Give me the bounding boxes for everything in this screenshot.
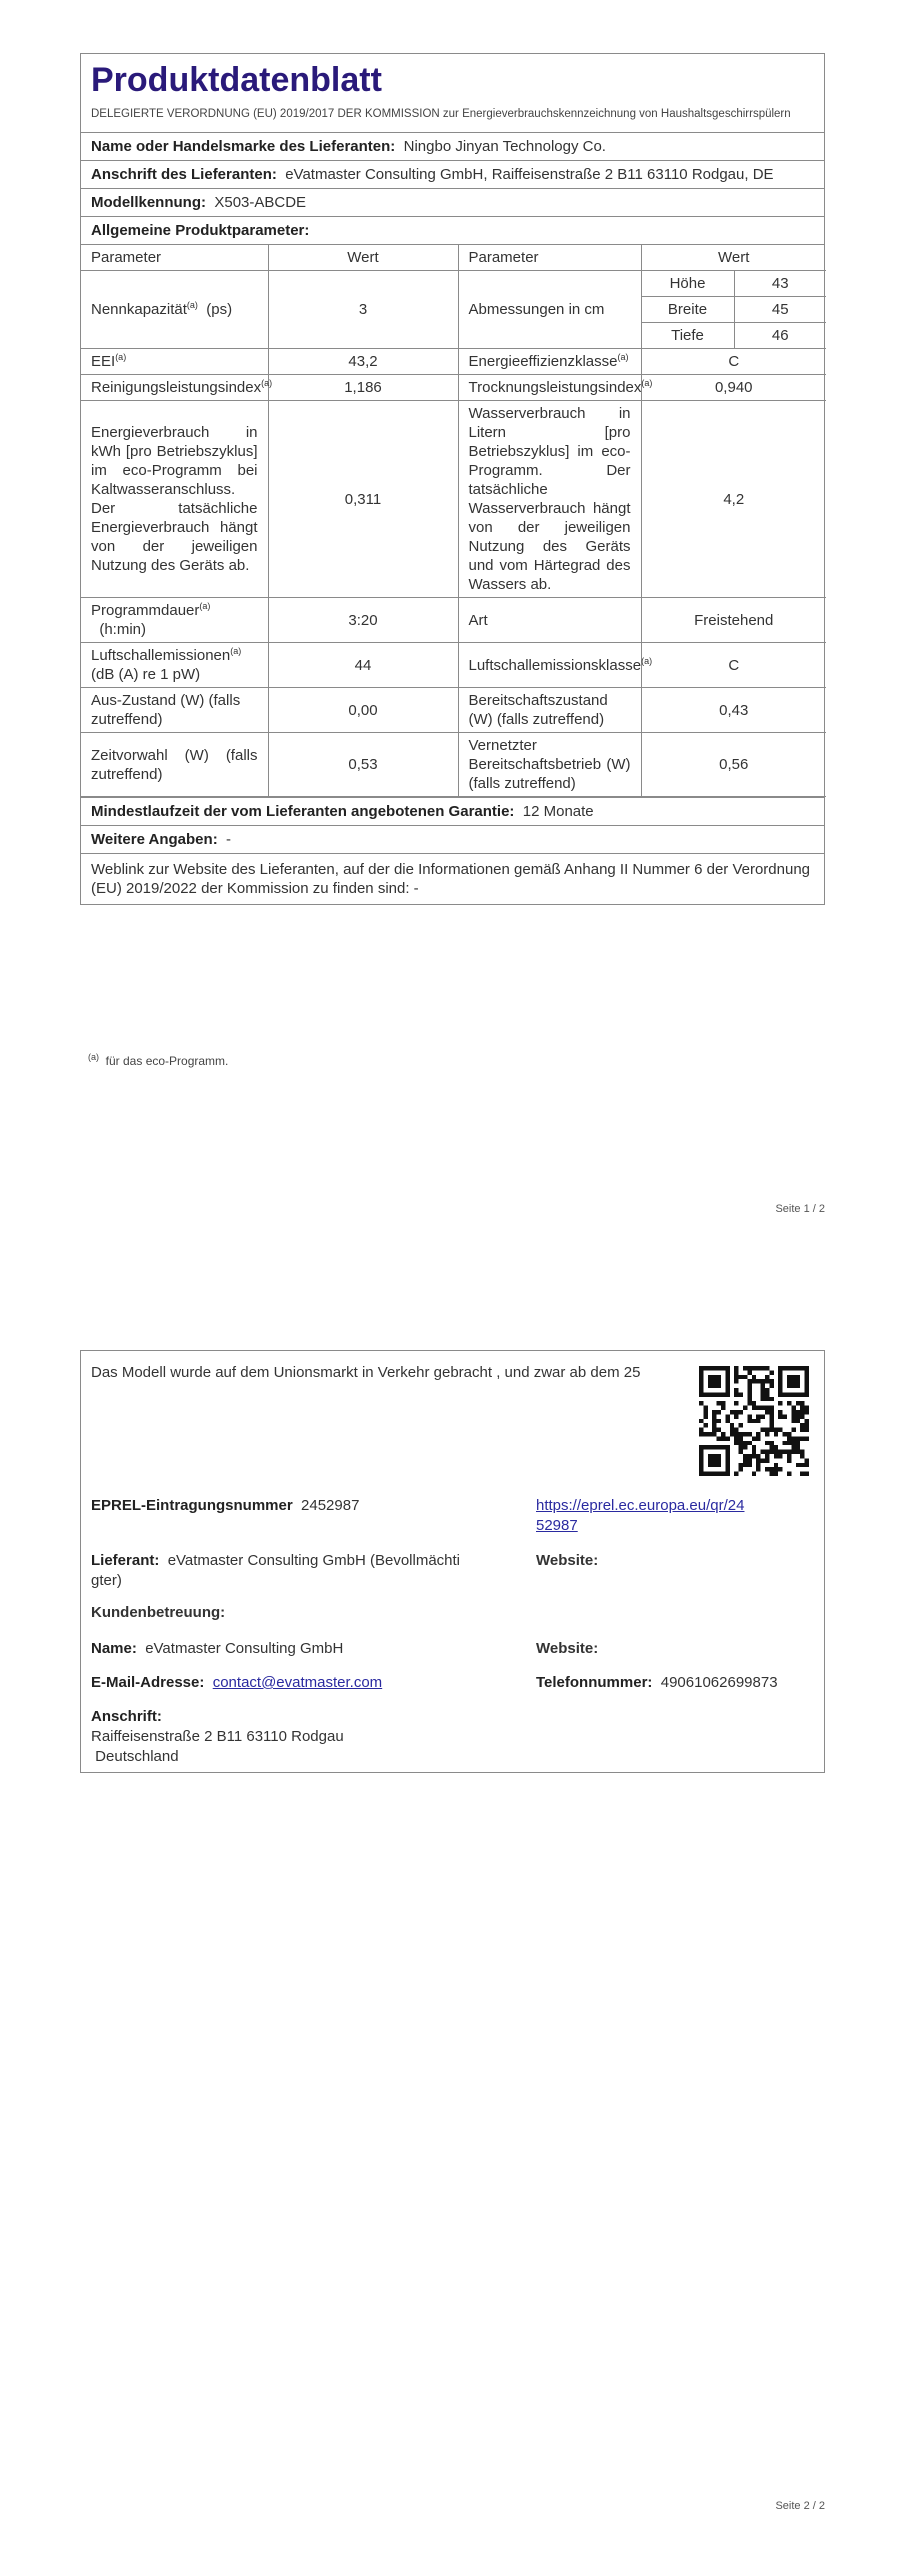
supplier-label: Lieferant: <box>91 1552 160 1569</box>
address-line-2: Deutschland <box>95 1748 179 1765</box>
delay-start-value: 0,53 <box>268 733 458 797</box>
eprel-link[interactable] <box>536 1496 744 1536</box>
customer-support-label: Kundenbetreuung: <box>91 1604 226 1621</box>
support-phone <box>536 1673 778 1693</box>
phone-value: 49061062699873 <box>660 1674 778 1691</box>
warranty-value: 12 Monate <box>522 803 594 820</box>
product-data-sheet <box>80 53 825 905</box>
model-row <box>81 189 824 217</box>
table-header-row <box>81 245 826 271</box>
header-parameter-2: Parameter <box>458 245 641 271</box>
capacity-label: Nennkapazität$^{(a)}$ (ps) <box>81 271 268 349</box>
cleaning-index-label: Reinigungsleistungsindex$^{(a)}$ <box>81 375 268 401</box>
address-line-1: Raiffeisenstraße 2 B11 63110 Rodgau <box>91 1728 344 1745</box>
networked-standby-value: 0,56 <box>641 733 826 797</box>
page-number-2: Seite 2 / 2 <box>775 2500 825 2512</box>
eprel-info-sheet <box>80 1350 825 1773</box>
address-row <box>81 161 824 189</box>
address-label: Anschrift des Lieferanten: <box>91 166 277 183</box>
header-wert: Wert <box>268 245 458 271</box>
header-parameter: Parameter <box>81 245 268 271</box>
noise-label: Luftschallemissionen$^{(a)}$ (dB (A) re 1 pW) <box>81 643 268 688</box>
water-consumption-label: Wasserverbrauch in Litern [pro Betriebszyklus] im eco-Programm. Der tatsächliche Wasserverbrauch hängt von der jeweiligen Nutzung des Geräts und vom Härtegrad des Wassers ab. <box>458 401 641 598</box>
page-title: Produktdatenblatt <box>91 61 382 99</box>
warranty-row <box>81 798 824 826</box>
qr-code-icon <box>699 1366 809 1476</box>
program-duration-value: 3:20 <box>268 598 458 643</box>
market-date-text: Das Modell wurde auf dem Unionsmarkt in Verkehr gebracht , und zwar ab dem 25 <box>91 1364 641 1381</box>
footnote <box>88 1054 228 1068</box>
header-section <box>81 54 824 133</box>
header-wert-2: Wert <box>641 245 826 271</box>
off-mode-value: 0,00 <box>268 688 458 733</box>
height-label: Höhe <box>641 271 734 297</box>
type-value: Freistehend <box>641 598 826 643</box>
eprel-link-line2[interactable]: 52987 <box>536 1517 578 1534</box>
capacity-value: 3 <box>268 271 458 349</box>
eei-value: 43,2 <box>268 349 458 375</box>
drying-index-value: 0,940 <box>641 375 826 401</box>
more-info-label: Weitere Angaben: <box>91 831 218 848</box>
energy-consumption-label: Energieverbrauch in kWh [pro Betriebszyklus] im eco-Programm bei Kaltwasseranschluss. Der tatsächliche Energieverbrauch hängt von der jeweiligen Nutzung des Geräts ab. <box>81 401 268 598</box>
weblink-text: Weblink zur Website des Lieferanten, auf der die Informationen gemäß Anhang II Nummer 6 der Verordnung (EU) 2019/2022 der Kommission zu finden sind: - <box>91 861 811 897</box>
standby-value: 0,43 <box>641 688 826 733</box>
eprel-value: 2452987 <box>301 1497 360 1514</box>
off-mode-label: Aus-Zustand (W) (falls zutreffend) <box>81 688 268 733</box>
support-website-label: Website: <box>536 1640 599 1657</box>
support-email <box>91 1673 382 1693</box>
cleaning-index-value: 1,186 <box>268 375 458 401</box>
support-name-value: eVatmaster Consulting GmbH <box>145 1640 344 1657</box>
energy-class-label: Energieeffizienzklasse$^{(a)}$ <box>458 349 641 375</box>
supplier-website-label: Website: <box>536 1552 599 1569</box>
standby-label: Bereitschaftszustand (W) (falls zutreffend) <box>458 688 641 733</box>
networked-standby-label: Vernetzter Bereitschaftsbetrieb (W) (falls zutreffend) <box>458 733 641 797</box>
noise-value: 44 <box>268 643 458 688</box>
table-row <box>81 401 826 598</box>
general-params-row <box>81 217 824 245</box>
table-row <box>81 598 826 643</box>
eprel-label: EPREL-Eintragungsnummer <box>91 1497 293 1514</box>
phone-label: Telefonnummer: <box>536 1674 653 1691</box>
general-params-label: Allgemeine Produktparameter: <box>91 222 310 239</box>
table-row <box>81 375 826 401</box>
table-row <box>81 643 826 688</box>
table-row <box>81 688 826 733</box>
supplier-label: Name oder Handelsmarke des Lieferanten: <box>91 138 396 155</box>
weblink-row <box>81 854 824 904</box>
support-address <box>91 1707 344 1767</box>
supplier-value: eVatmaster Consulting GmbH (Bevollmächti <box>167 1552 461 1569</box>
table-row <box>81 733 826 797</box>
width-label: Breite <box>641 297 734 323</box>
depth-label: Tiefe <box>641 323 734 349</box>
eprel-number <box>91 1496 359 1516</box>
type-label: Art <box>458 598 641 643</box>
params-table-wrap <box>81 245 824 798</box>
table-row <box>81 271 826 297</box>
email-link[interactable]: contact@evatmaster.com <box>212 1674 383 1691</box>
depth-value: 46 <box>734 323 826 349</box>
more-info-value: - <box>226 831 232 848</box>
support-name-label: Name: <box>91 1640 137 1657</box>
footnote-text: für das eco-Programm. <box>105 1054 229 1068</box>
energy-class-value: C <box>641 349 826 375</box>
width-value: 45 <box>734 297 826 323</box>
table-row <box>81 349 826 375</box>
delay-start-label: Zeitvorwahl (W) (falls zutreffend) <box>81 733 268 797</box>
footnote-marker: (a) <box>88 1052 99 1062</box>
height-value: 43 <box>734 271 826 297</box>
address-label: Anschrift: <box>91 1708 162 1725</box>
noise-class-label: Luftschallemissionsklasse$^{(a)}$ <box>458 643 641 688</box>
support-name <box>91 1639 343 1659</box>
eei-label: EEI$^{(a)}$ <box>81 349 268 375</box>
email-label: E-Mail-Adresse: <box>91 1674 205 1691</box>
model-value: X503-ABCDE <box>214 194 307 211</box>
supplier-info <box>91 1551 511 1591</box>
parameter-table <box>81 245 826 797</box>
model-label: Modellkennung: <box>91 194 206 211</box>
energy-consumption-value: 0,311 <box>268 401 458 598</box>
program-duration-label: Programmdauer$^{(a)}$ (h:min) <box>81 598 268 643</box>
supplier-value-cont: gter) <box>91 1572 122 1589</box>
water-consumption-value: 4,2 <box>641 401 826 598</box>
eprel-link-line1[interactable]: https://eprel.ec.europa.eu/qr/24 <box>536 1497 745 1514</box>
address-value: eVatmaster Consulting GmbH, Raiffeisenstraße 2 B11 63110 Rodgau, DE <box>285 166 774 183</box>
regulation-subtitle: DELEGIERTE VERORDNUNG (EU) 2019/2017 DER KOMMISSION zur Energieverbrauchskennzeichnung von Haushaltsgeschirrspülern <box>91 108 791 120</box>
supplier-value: Ningbo Jinyan Technology Co. <box>403 138 606 155</box>
page-number: Seite 1 / 2 <box>775 1203 825 1215</box>
warranty-label: Mindestlaufzeit der vom Lieferanten angebotenen Garantie: <box>91 803 515 820</box>
dimensions-label: Abmessungen in cm <box>458 271 641 349</box>
supplier-row <box>81 133 824 161</box>
drying-index-label: Trocknungsleistungsindex$^{(a)}$ <box>458 375 641 401</box>
more-info-row <box>81 826 824 854</box>
noise-class-value: C <box>641 643 826 688</box>
